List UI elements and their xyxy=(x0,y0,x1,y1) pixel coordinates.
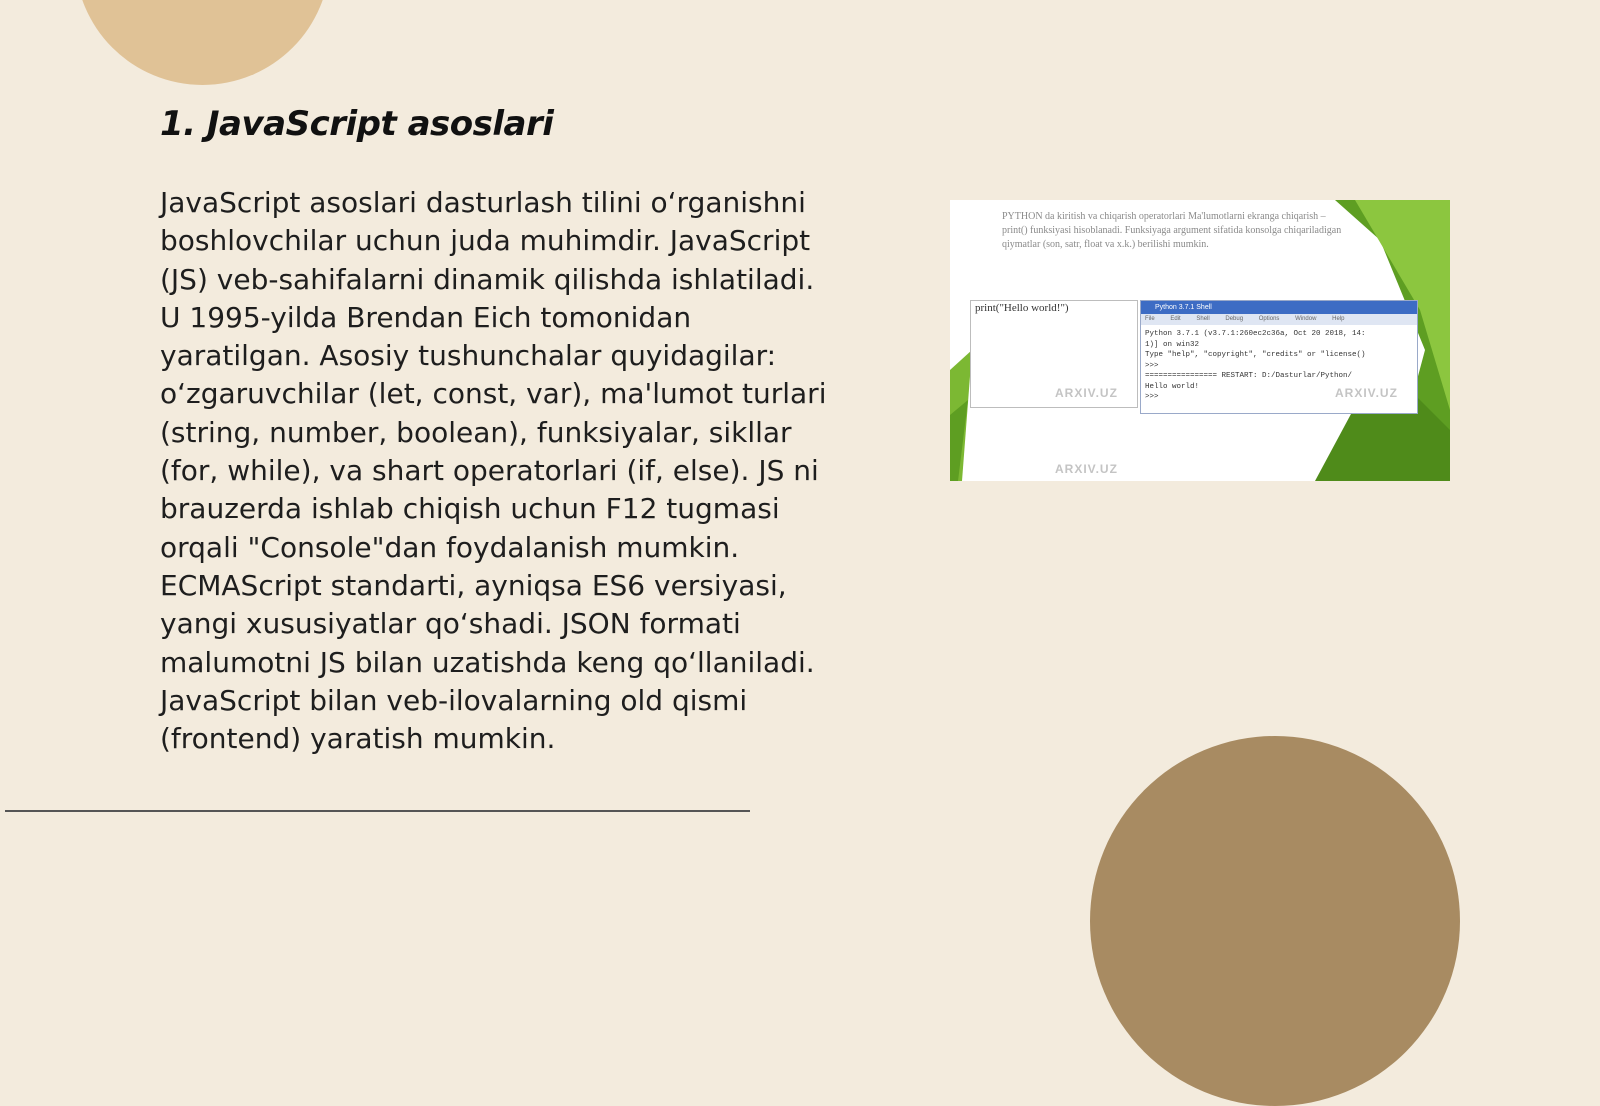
shell-menu-item: Shell xyxy=(1196,316,1210,322)
slide-body-text: JavaScript asoslari dasturlash tilini o‘rganishni boshlovchilar uchun juda muhimdir. JavaScript (JS) veb-sahifalarni dinamik qilishda ishlatiladi. U 1995-yilda Brendan Eich tomonidan yaratilgan. Asosiy tushunchalar quyidagilar: o‘zgaruvchilar (let, const, var), ma'lumot turlari (string, number, boolean), funksiyalar, sikllar (for, while), va shart operatorlari (if, else). JS ni brauzerda ishlab chiqish uchun F12 tugmasi orqali "Console"dan foydalanish mumkin. ECMAScript standarti, ayniqsa ES6 versiyasi, yangi xususiyatlar qo‘shadi. JSON formati malumotni JS bilan uzatishda keng qo‘llaniladi. JavaScript bilan veb-ilovalarning old qismi (frontend) yaratish mumkin. xyxy=(160,186,827,756)
shell-menu-item: Options xyxy=(1258,316,1280,322)
embedded-screenshot-image xyxy=(950,200,1450,481)
code-snippet-text: print("Hello world!") xyxy=(975,302,1069,314)
shell-menu-item: Edit xyxy=(1170,316,1181,322)
shell-line: ================ RESTART: D:/Dasturlar/Python/ xyxy=(1145,372,1353,380)
decorative-circle-bottom xyxy=(1090,736,1460,1106)
decorative-circle-top xyxy=(75,0,330,85)
shell-menu-item: Help xyxy=(1332,316,1345,322)
shell-menu-item: Window xyxy=(1295,316,1317,322)
shell-line: Hello world! xyxy=(1145,382,1200,391)
shell-menu-bar xyxy=(1141,314,1417,325)
shell-line: 1)] on win32 xyxy=(1145,340,1200,349)
shell-line: Python 3.7.1 (v3.7.1:260ec2c36a, Oct 20 2018, 14: xyxy=(1145,330,1366,338)
watermark-text: ARXIV.UZ xyxy=(1335,386,1398,400)
shell-line: Type "help", "copyright", "credits" or "license() xyxy=(1145,351,1366,359)
screenshot-caption: PYTHON da kiritish va chiqarish operatorlari Ma'lumotlarni ekranga chiqarish – print() funksiyasi hisoblanadi. Funksiyaga argument sifatida konsolga chiqariladigan qiymatlar (son, satr, float va x.k.) berilishi mumkin. xyxy=(1002,211,1342,250)
shell-menu-item: File xyxy=(1145,316,1155,322)
watermark-text: ARXIV.UZ xyxy=(1055,462,1118,476)
shell-menu-item: Debug xyxy=(1225,316,1244,322)
watermark-text: ARXIV.UZ xyxy=(1055,386,1118,400)
shell-line: >>> xyxy=(1145,393,1159,401)
slide-title: 1. JavaScript asoslari xyxy=(160,104,554,144)
shell-title: Python 3.7.1 Shell xyxy=(1155,304,1212,311)
shell-title-bar xyxy=(1141,301,1417,314)
divider-line xyxy=(5,810,750,812)
shell-line: >>> xyxy=(1145,361,1159,370)
